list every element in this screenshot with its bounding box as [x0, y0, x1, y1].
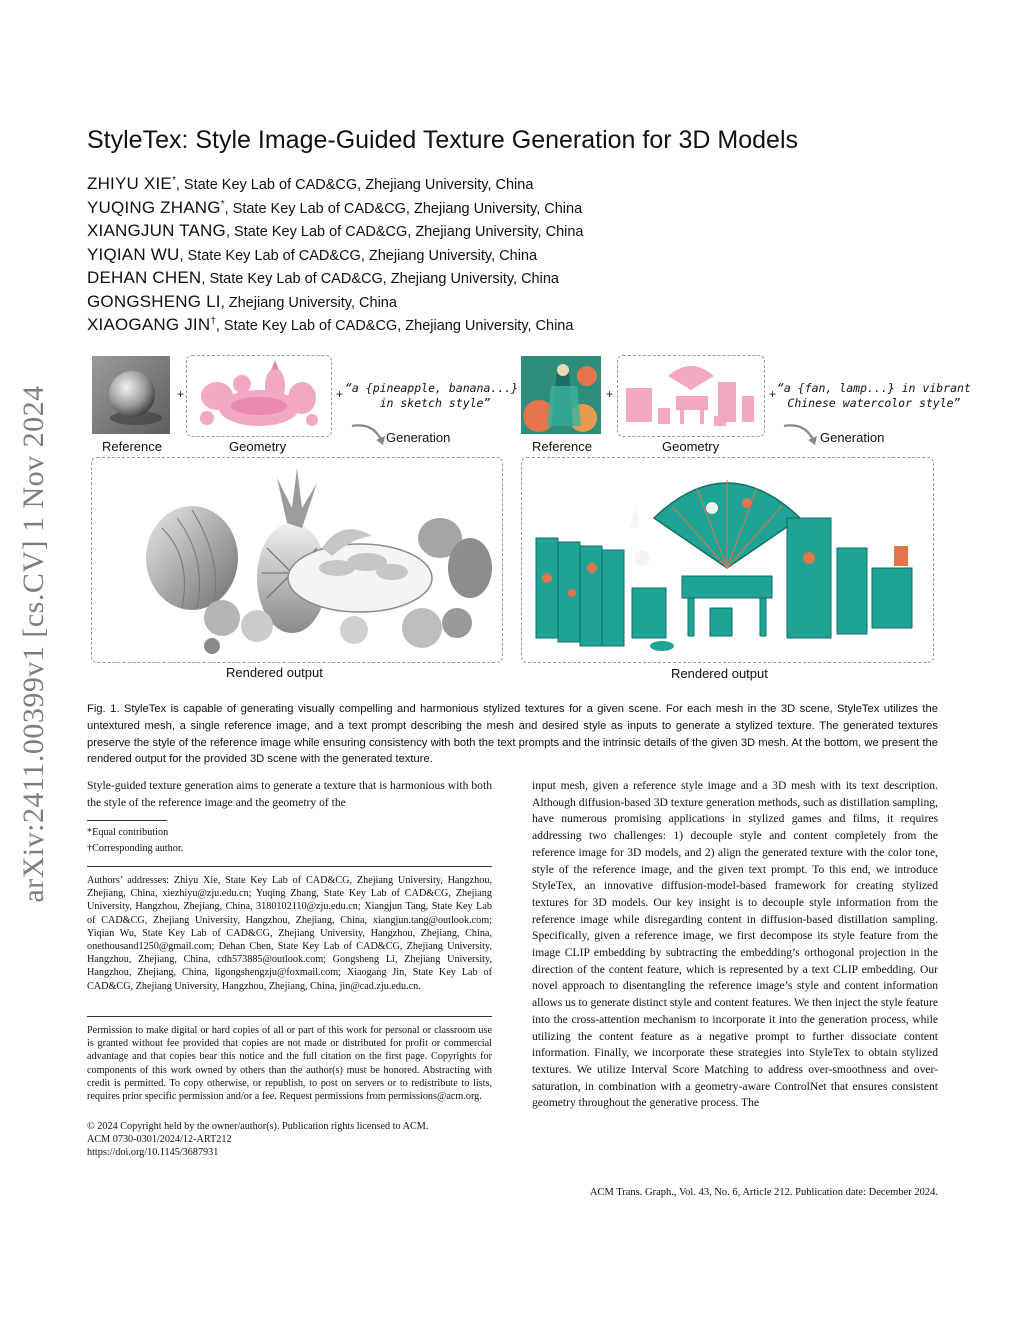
author-line	[87, 315, 584, 339]
author-name: YUQING ZHANG	[87, 197, 221, 217]
author-name: XIAOGANG JIN	[87, 315, 211, 334]
sketch-fruit-render	[92, 458, 502, 662]
author-addresses: Authors’ addresses: Zhiyu Xie, State Key Lab of CAD&CG, Zhejiang University, Hangzhou, Zhejiang, China, xiezhiyu@zju.edu.cn; Yuqing Zhang, State Key Lab of CAD&CG, Zhejiang University, Hangzhou, Zhejiang, China, 3180102110@zju.edu.cn; Xiangjun Tang, State Key Lab of CAD&CG, Zhejiang University, Hangzhou, Zhejiang, China, xiangjun.tang@outlook.com; Yiqian Wu, State Key Lab of CAD&CG, Zhejiang University, Hangzhou, Zhejiang, China, onethousand1250@gmail.com; Dehan Chen, State Key Lab of CAD&CG, Zhejiang University, Hangzhou, Zhejiang, China, cdh573885@outlook.com; Gongsheng Li, Zhejiang University, Hangzhou, Zhejiang, China, ligongshengzju@foxmail.com; Xiaogang Jin, State Key Lab of CAD&CG, Zhejiang University, Hangzhou, Zhejiang, China, jin@cad.zju.edu.cn.	[87, 875, 492, 992]
generation-label: Generation	[820, 430, 885, 445]
author-name: ZHIYU XIE	[87, 174, 172, 193]
author-line	[87, 292, 584, 316]
author-affiliation: , Zhejiang University, China	[220, 294, 397, 311]
author-mark: *	[171, 175, 176, 187]
reference-watercolor-image	[521, 356, 601, 434]
author-affiliation: , State Key Lab of CAD&CG, Zhejiang University, China	[179, 247, 538, 264]
rendered-output-label: Rendered output	[671, 666, 768, 681]
plus-sign: +	[336, 387, 344, 401]
pink-geometry-image	[187, 356, 331, 436]
author-name: XIANGJUN TANG	[87, 221, 226, 240]
reference-label: Reference	[532, 439, 592, 454]
generation-label: Generation	[386, 430, 451, 445]
author-affiliation: , State Key Lab of CAD&CG, Zhejiang University, China	[225, 224, 584, 240]
author-line	[87, 174, 584, 198]
author-line	[87, 268, 584, 292]
reference-label: Reference	[102, 439, 162, 454]
plus-sign: +	[769, 387, 777, 401]
intro-paragraph: Style-guided texture generation aims to generate a texture that is harmonious with both the style of the reference image and the geometry of the	[87, 779, 492, 809]
text-prompt: “a {fan, lamp...} in vibrant Chinese watercolor style”	[777, 381, 971, 410]
copyright-line: © 2024 Copyright held by the owner/author(s). Publication rights licensed to ACM.	[87, 1121, 429, 1132]
author-line	[87, 221, 584, 245]
author-affiliation: , State Key Lab of CAD&CG, Zhejiang University, China	[215, 318, 574, 334]
author-name: YIQIAN WU	[87, 244, 180, 264]
rendered-output-box	[91, 457, 503, 663]
geometry-label: Geometry	[662, 439, 720, 454]
curved-arrow-icon	[350, 420, 390, 448]
geometry-label: Geometry	[229, 439, 287, 454]
rendered-output-box	[521, 457, 934, 663]
footnote-equal: *Equal contribution	[87, 827, 169, 838]
author-mark: †	[210, 316, 216, 328]
plus-sign: +	[177, 387, 185, 401]
arxiv-stamp: arXiv:2411.00399v1 [cs.CV] 1 Nov 2024	[17, 385, 50, 903]
permission-rule	[87, 1016, 492, 1017]
geometry-box	[186, 355, 332, 437]
rendered-output-label: Rendered output	[226, 665, 323, 680]
reference-sketch-image	[92, 356, 170, 434]
right-column-paragraph: input mesh, given a reference style image and a 3D mesh with its text description. Although diffusion-based 3D texture generation methods, such as distillation sampling, have numerous promising applications in stylized games and films, it requires addressing two challenges: 1) decouple style and content completely from the reference image for 3D models, and 2) align the generated texture with the color tone, style of the reference image, and the given text prompt. To this end, we introduce StyleTex, an innovative diffusion-model-based framework for creating stylized textures for 3D models. Our key insight is to decouple style information from the reference image while disregarding content in diffusion-based distillation sampling. Specifically, given a reference image, we first decompose its style feature from the image CLIP embedding by subtracting the embedding’s orthogonal projection in the direction of the content feature, which is represented by a text CLIP embedding. Our novel approach to disentangling the reference image’s style and content information allows us to generate distinct style and content features. We then inject the style feature into the cross-attention mechanism to incorporate it into the generation process, while utilizing the content feature as a negative prompt to further dissociate content information. Finally, we incorporate these strategies into StyleTex to obtain stylized textures. We utilize Interval Score Matching to address over-smoothness and over-saturation, in combination with a geometry-aware ControlNet that ensures consistent geometry throughout the generative process. The	[532, 779, 938, 1110]
author-name: DEHAN CHEN	[87, 268, 202, 287]
address-rule	[87, 866, 492, 867]
curved-arrow-icon	[782, 420, 822, 448]
author-affiliation: , State Key Lab of CAD&CG, Zhejiang University, China	[175, 177, 534, 193]
footnote-corresponding: †Corresponding author.	[87, 843, 184, 854]
author-mark: *	[220, 198, 225, 210]
author-list	[87, 174, 584, 339]
pink-geometry-image	[618, 356, 764, 436]
issn-line: ACM 0730-0301/2024/12-ART212	[87, 1134, 232, 1145]
plus-sign: +	[606, 387, 614, 401]
footnote-rule	[87, 820, 167, 821]
author-line	[87, 198, 584, 222]
permission-notice: Permission to make digital or hard copies of all or part of this work for personal or classroom use is granted without fee provided that copies are not made or distributed for profit or commercial advantage and that copies bear this notice and the full citation on the first page. Copyrights for components of this work owned by others than the author(s) must be honored. Abstracting with credit is permitted. To copy otherwise, or republish, to post on servers or to redistribute to lists, requires prior specific permission and/or a fee. Request permissions from permissions@acm.org.	[87, 1025, 492, 1103]
doi-link[interactable]: https://doi.org/10.1145/3687931	[87, 1147, 219, 1158]
author-line	[87, 245, 584, 269]
author-affiliation: , State Key Lab of CAD&CG, Zhejiang University, China	[224, 200, 583, 217]
paper-title: StyleTex: Style Image-Guided Texture Generation for 3D Models	[87, 126, 798, 154]
figure-caption: Fig. 1. StyleTex is capable of generating visually compelling and harmonious stylized textures for a given scene. For each mesh in the 3D scene, StyleTex utilizes the untextured mesh, a single reference image, and a text prompt describing the mesh and desired style as inputs to generate a stylized texture. The generated textures preserve the style of the reference image while ensuring consistency with both the text prompts and the intrinsic details of the given 3D mesh. At the bottom, we present the rendered output for the provided 3D scene with the generated texture.	[87, 703, 938, 766]
geometry-box	[617, 355, 765, 437]
text-prompt: “a {pineapple, banana...} in sketch style”	[345, 381, 519, 410]
watercolor-scene-render	[522, 458, 933, 662]
author-name: GONGSHENG LI	[87, 291, 221, 311]
author-affiliation: , State Key Lab of CAD&CG, Zhejiang University, China	[201, 271, 559, 287]
journal-footer: ACM Trans. Graph., Vol. 43, No. 6, Article 212. Publication date: December 2024.	[589, 1187, 938, 1198]
